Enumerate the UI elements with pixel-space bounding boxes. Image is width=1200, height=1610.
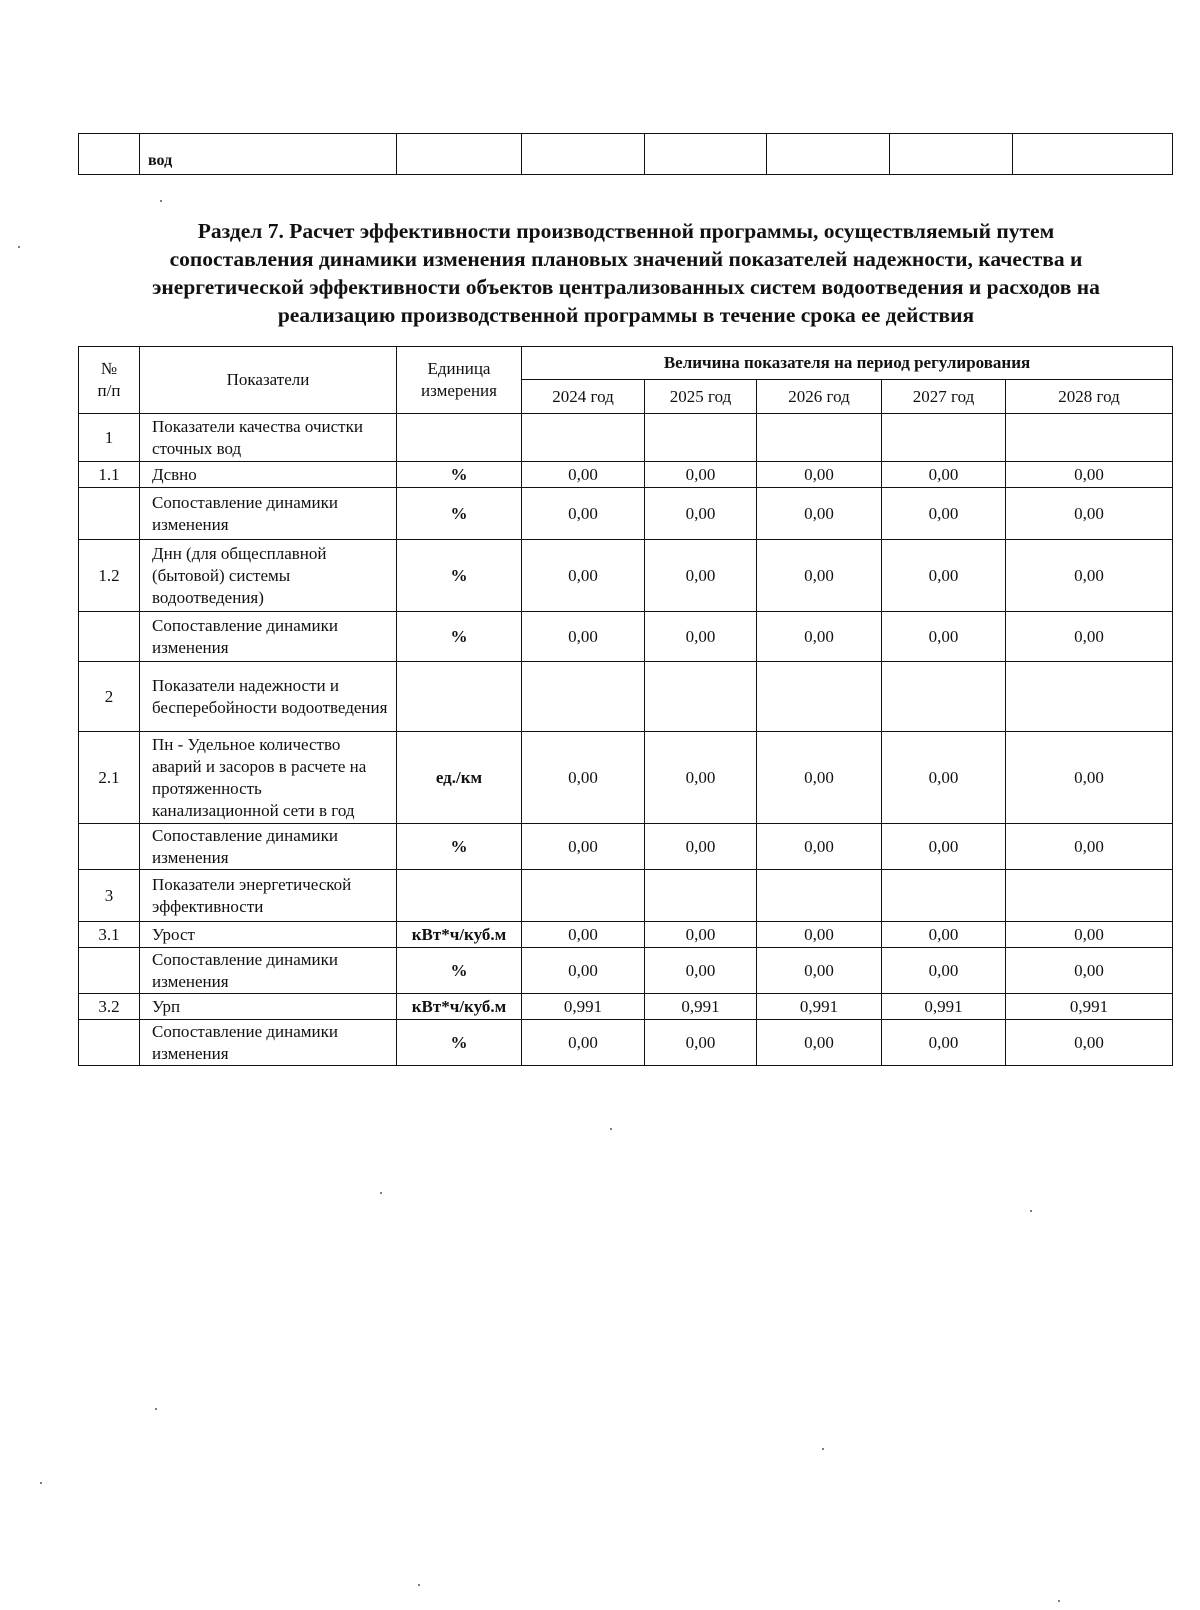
value-cell: 0,00 (522, 488, 645, 540)
table-row (79, 948, 1173, 994)
header-period-group: Величина показателя на период регулирования (522, 347, 1173, 380)
unit-cell: % (397, 540, 522, 612)
value-cell: 0,00 (882, 948, 1006, 994)
continuation-cell (645, 134, 767, 175)
indicator-name: Сопоставление динамики изменения (140, 1020, 397, 1066)
indicator-name: Урост (140, 922, 397, 948)
value-cell (757, 870, 882, 922)
value-cell: 0,00 (522, 462, 645, 488)
indicator-name: Дсвно (140, 462, 397, 488)
row-number: 3 (79, 870, 140, 922)
header-num: № п/п (79, 347, 140, 414)
scan-speck (40, 1482, 42, 1484)
table-row (79, 540, 1173, 612)
table-row (79, 414, 1173, 462)
scan-speck (822, 1448, 824, 1450)
indicator-name: Пн - Удельное количество аварий и засоров в расчете на протяженность канализационной сети в год (140, 732, 397, 824)
value-cell: 0,00 (757, 612, 882, 662)
row-number (79, 488, 140, 540)
value-cell: 0,00 (645, 488, 757, 540)
value-cell (645, 414, 757, 462)
continuation-table (78, 133, 1173, 175)
unit-cell: % (397, 612, 522, 662)
value-cell: 0,00 (757, 824, 882, 870)
unit-cell (397, 414, 522, 462)
row-number: 3.1 (79, 922, 140, 948)
value-cell (522, 414, 645, 462)
value-cell (882, 870, 1006, 922)
row-number: 3.2 (79, 994, 140, 1020)
unit-cell (397, 870, 522, 922)
value-cell: 0,00 (522, 1020, 645, 1066)
row-number (79, 612, 140, 662)
value-cell: 0,00 (522, 612, 645, 662)
value-cell: 0,00 (1006, 488, 1173, 540)
scan-speck (380, 1192, 382, 1194)
scan-speck (418, 1584, 420, 1586)
scan-speck (610, 1128, 612, 1130)
indicator-name: Показатели качества очистки сточных вод (140, 414, 397, 462)
table-row (79, 612, 1173, 662)
value-cell: 0,00 (757, 462, 882, 488)
value-cell: 0,00 (522, 732, 645, 824)
table-row (79, 870, 1173, 922)
value-cell: 0,00 (522, 824, 645, 870)
value-cell: 0,00 (882, 732, 1006, 824)
value-cell: 0,991 (522, 994, 645, 1020)
unit-cell: кВт*ч/куб.м (397, 994, 522, 1020)
value-cell: 0,00 (645, 922, 757, 948)
value-cell: 0,00 (757, 948, 882, 994)
table-row (79, 922, 1173, 948)
indicator-name: Показатели надежности и бесперебойности водоотведения (140, 662, 397, 732)
unit-cell: % (397, 948, 522, 994)
value-cell: 0,00 (882, 1020, 1006, 1066)
value-cell: 0,00 (882, 540, 1006, 612)
indicator-name: Урп (140, 994, 397, 1020)
value-cell (882, 414, 1006, 462)
header-year: 2025 год (645, 380, 757, 414)
value-cell: 0,00 (522, 540, 645, 612)
value-cell: 0,00 (1006, 612, 1173, 662)
unit-cell: % (397, 1020, 522, 1066)
value-cell: 0,00 (645, 948, 757, 994)
table-row (79, 1020, 1173, 1066)
value-cell: 0,00 (1006, 1020, 1173, 1066)
scan-speck (1058, 1600, 1060, 1602)
value-cell: 0,00 (882, 922, 1006, 948)
value-cell (522, 870, 645, 922)
value-cell: 0,00 (522, 948, 645, 994)
value-cell (645, 662, 757, 732)
unit-cell: ед./км (397, 732, 522, 824)
indicator-name: Сопоставление динамики изменения (140, 612, 397, 662)
indicator-name: Сопоставление динамики изменения (140, 824, 397, 870)
value-cell: 0,991 (882, 994, 1006, 1020)
value-cell: 0,00 (645, 540, 757, 612)
value-cell: 0,00 (757, 540, 882, 612)
heading-line: энергетической эффективности объектов централизованных систем водоотведения и расходов на (152, 275, 1100, 299)
heading-line: реализацию производственной программы в течение срока ее действия (277, 303, 975, 327)
heading-line: Раздел 7. Расчет эффективности производственной программы, осуществляемый путем (197, 219, 1055, 243)
table-row (79, 732, 1173, 824)
row-number: 1.1 (79, 462, 140, 488)
row-number: 2 (79, 662, 140, 732)
value-cell (522, 662, 645, 732)
unit-cell (397, 662, 522, 732)
row-number: 2.1 (79, 732, 140, 824)
table-row (79, 462, 1173, 488)
header-name: Показатели (140, 347, 397, 414)
value-cell (1006, 870, 1173, 922)
continuation-cell (767, 134, 890, 175)
value-cell: 0,991 (757, 994, 882, 1020)
heading-line: сопоставления динамики изменения плановых значений показателей надежности, качества и (169, 247, 1083, 271)
row-number: 1.2 (79, 540, 140, 612)
value-cell: 0,00 (1006, 540, 1173, 612)
value-cell: 0,991 (645, 994, 757, 1020)
value-cell: 0,00 (1006, 824, 1173, 870)
value-cell: 0,00 (882, 824, 1006, 870)
value-cell: 0,00 (1006, 922, 1173, 948)
value-cell (757, 662, 882, 732)
value-cell (1006, 414, 1173, 462)
scan-speck (160, 200, 162, 202)
unit-cell: % (397, 824, 522, 870)
unit-cell: % (397, 488, 522, 540)
value-cell: 0,00 (757, 922, 882, 948)
scan-speck (155, 1408, 157, 1410)
value-cell: 0,00 (757, 732, 882, 824)
row-number (79, 1020, 140, 1066)
header-year: 2026 год (757, 380, 882, 414)
continuation-cell (79, 134, 140, 175)
indicator-name: Показатели энергетической эффективности (140, 870, 397, 922)
value-cell: 0,00 (882, 612, 1006, 662)
continuation-cell (522, 134, 645, 175)
value-cell (882, 662, 1006, 732)
table-row (79, 994, 1173, 1020)
indicator-name: Сопоставление динамики изменения (140, 488, 397, 540)
header-year: 2028 год (1006, 380, 1173, 414)
value-cell: 0,00 (1006, 462, 1173, 488)
row-number (79, 824, 140, 870)
scan-speck (1030, 1210, 1032, 1212)
header-year: 2027 год (882, 380, 1006, 414)
continuation-cell: вод (140, 134, 397, 175)
row-number: 1 (79, 414, 140, 462)
value-cell: 0,00 (645, 732, 757, 824)
section-heading (80, 217, 1172, 329)
indicator-name: Днн (для общесплавной (бытовой) системы водоотведения) (140, 540, 397, 612)
value-cell: 0,00 (882, 488, 1006, 540)
header-row (79, 347, 1173, 380)
unit-cell: кВт*ч/куб.м (397, 922, 522, 948)
value-cell (757, 414, 882, 462)
table-row (79, 824, 1173, 870)
value-cell: 0,00 (645, 462, 757, 488)
value-cell: 0,00 (645, 612, 757, 662)
value-cell: 0,00 (757, 1020, 882, 1066)
value-cell: 0,00 (882, 462, 1006, 488)
header-unit: Единица измерения (397, 347, 522, 414)
value-cell: 0,00 (757, 488, 882, 540)
value-cell: 0,991 (1006, 994, 1173, 1020)
value-cell: 0,00 (1006, 732, 1173, 824)
header-year: 2024 год (522, 380, 645, 414)
indicator-name: Сопоставление динамики изменения (140, 948, 397, 994)
indicators-table (78, 346, 1173, 1066)
table-row (79, 488, 1173, 540)
value-cell (1006, 662, 1173, 732)
continuation-cell (1013, 134, 1173, 175)
continuation-row (79, 134, 1173, 175)
continuation-cell (890, 134, 1013, 175)
value-cell (645, 870, 757, 922)
table-row (79, 662, 1173, 732)
value-cell: 0,00 (1006, 948, 1173, 994)
continuation-cell (397, 134, 522, 175)
value-cell: 0,00 (522, 922, 645, 948)
value-cell: 0,00 (645, 824, 757, 870)
row-number (79, 948, 140, 994)
unit-cell: % (397, 462, 522, 488)
value-cell: 0,00 (645, 1020, 757, 1066)
scan-speck (18, 246, 20, 248)
